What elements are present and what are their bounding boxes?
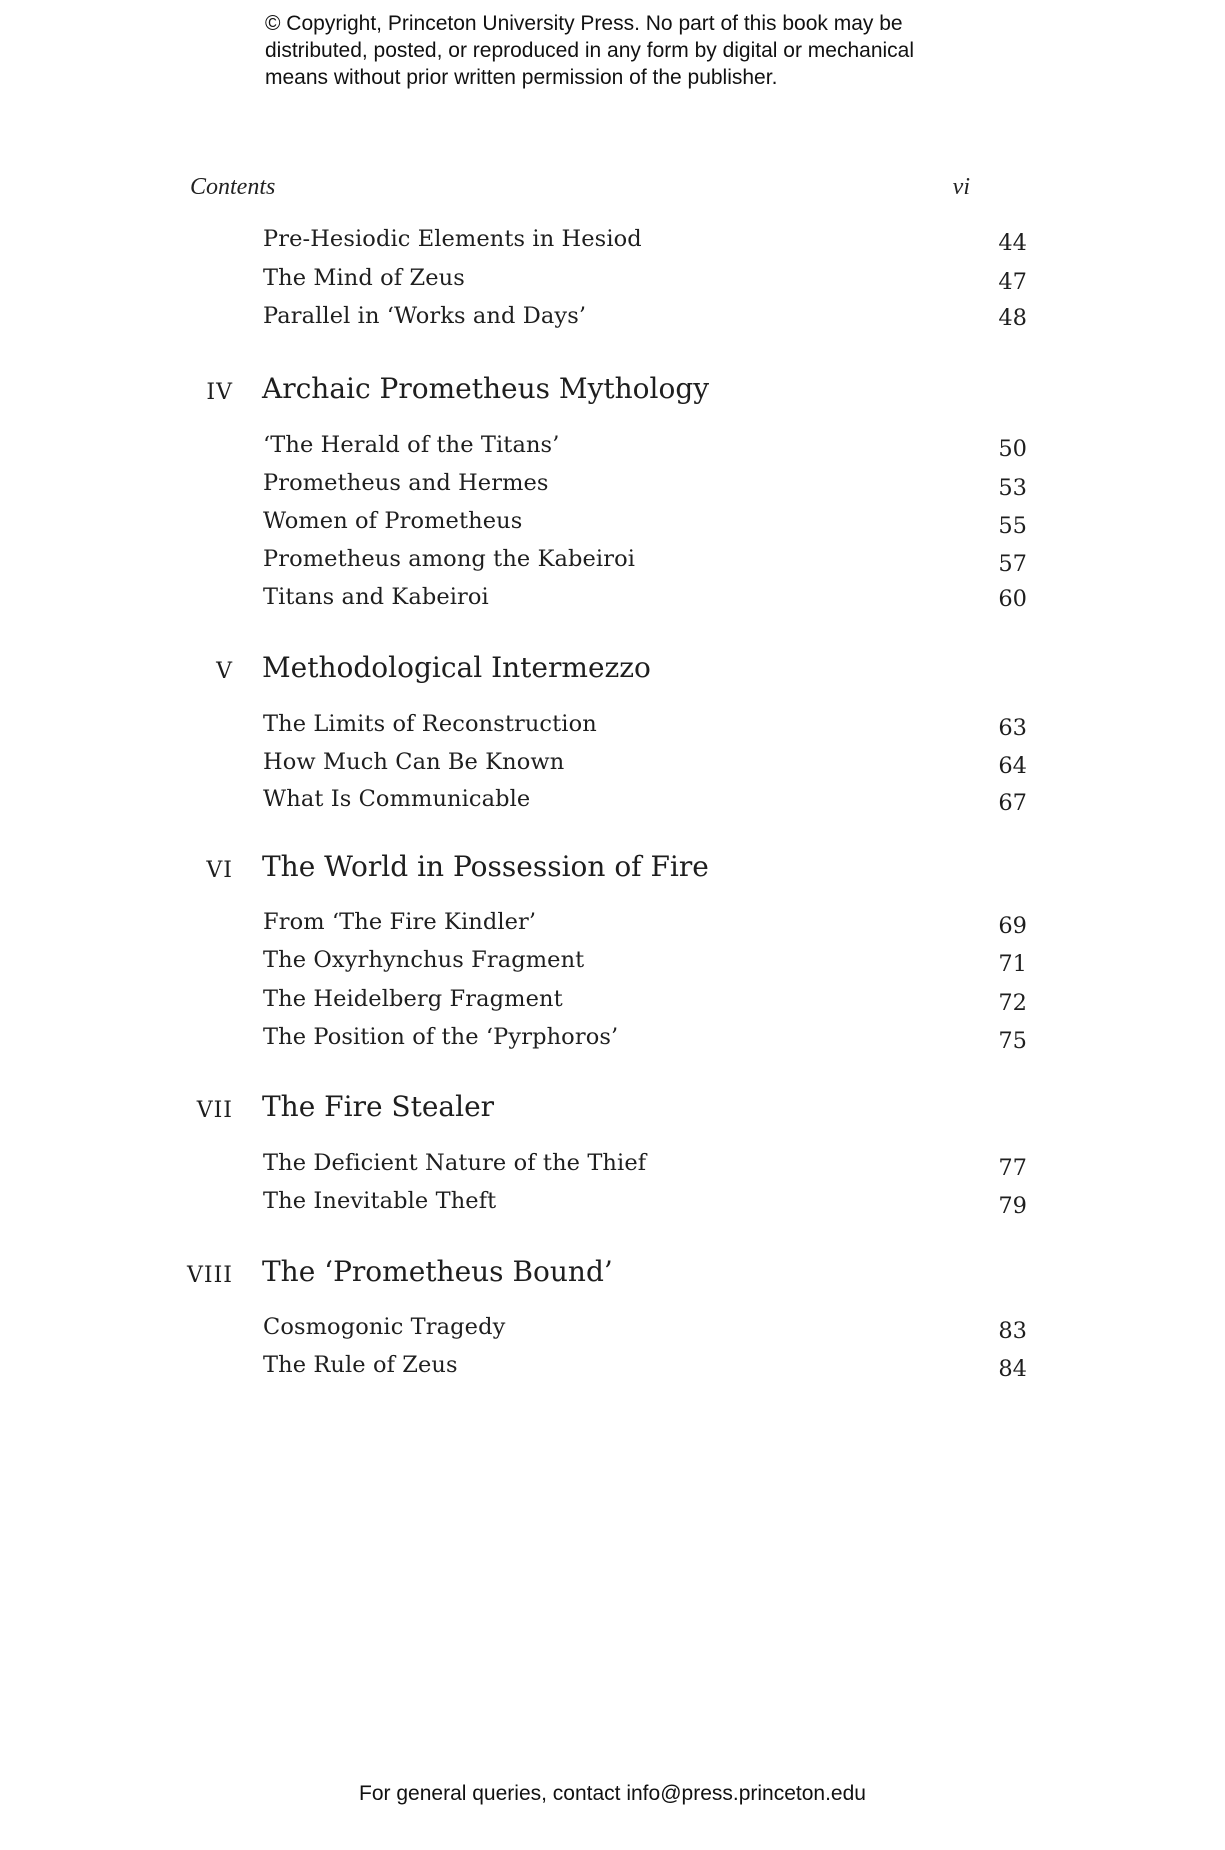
- toc-entry-page: 77: [998, 1155, 1027, 1181]
- toc-entry-page: 44: [998, 230, 1027, 256]
- toc-entry-page: 55: [998, 513, 1027, 539]
- chapter-title: Methodological Intermezzo: [262, 651, 651, 684]
- toc-entry-title: The Mind of Zeus: [263, 265, 465, 291]
- toc-entry-title: The Limits of Reconstruction: [263, 711, 597, 737]
- toc-entry-page: 69: [998, 913, 1027, 939]
- toc-entry-page: 47: [998, 269, 1027, 295]
- footer-contact: For general queries, contact info@press.princeton.edu: [359, 1782, 866, 1805]
- copyright-line: © Copyright, Princeton University Press. No part of this book may be: [265, 12, 903, 35]
- toc-entry-page: 63: [998, 715, 1027, 741]
- toc-entry-page: 71: [998, 951, 1027, 977]
- chapter-title: The ‘Prometheus Bound’: [262, 1255, 613, 1288]
- toc-entry-title: Women of Prometheus: [263, 508, 523, 534]
- toc-entry-page: 83: [998, 1318, 1027, 1344]
- copyright-line: means without prior written permission of the publisher.: [265, 66, 778, 89]
- toc-entry-title: Prometheus and Hermes: [263, 470, 549, 496]
- toc-entry-page: 53: [998, 475, 1027, 501]
- toc-entry-title: The Oxyrhynchus Fragment: [263, 947, 585, 973]
- toc-entry-page: 72: [998, 990, 1027, 1016]
- toc-entry-title: Cosmogonic Tragedy: [263, 1314, 506, 1340]
- running-head-title: Contents: [190, 174, 276, 200]
- toc-entry-title: From ‘The Fire Kindler’: [263, 909, 537, 935]
- running-head-page-number: vi: [952, 174, 970, 200]
- toc-entry-title: The Position of the ‘Pyrphoros’: [263, 1024, 619, 1050]
- toc-entry-page: 75: [998, 1028, 1027, 1054]
- toc-entry-title: The Rule of Zeus: [263, 1352, 458, 1378]
- toc-entry-page: 64: [998, 753, 1027, 779]
- copyright-line: distributed, posted, or reproduced in any form by digital or mechanical: [265, 39, 915, 62]
- chapter-title: The Fire Stealer: [262, 1090, 495, 1123]
- toc-entry-page: 67: [998, 790, 1027, 816]
- toc-entry-title: ‘The Herald of the Titans’: [263, 432, 560, 458]
- chapter-title: The World in Possession of Fire: [262, 850, 709, 883]
- chapter-number: VIII: [187, 1263, 233, 1288]
- chapter-number: V: [216, 659, 233, 684]
- toc-entry-title: Parallel in ‘Works and Days’: [263, 303, 587, 329]
- chapter-title: Archaic Prometheus Mythology: [262, 372, 710, 405]
- toc-entry-page: 50: [998, 436, 1027, 462]
- toc-entry-title: The Inevitable Theft: [263, 1188, 497, 1214]
- chapter-number: IV: [206, 380, 233, 405]
- toc-entry-page: 60: [998, 586, 1027, 612]
- chapter-number: VI: [206, 858, 233, 883]
- toc-entry-title: How Much Can Be Known: [263, 749, 565, 775]
- toc-entry-title: What Is Communicable: [263, 786, 531, 812]
- toc-entry-page: 79: [998, 1193, 1027, 1219]
- chapter-number: VII: [196, 1098, 233, 1123]
- toc-entry-page: 48: [998, 305, 1027, 331]
- toc-entry-page: 84: [998, 1356, 1027, 1382]
- toc-entry-title: Pre-Hesiodic Elements in Hesiod: [263, 226, 642, 252]
- toc-entry-title: Titans and Kabeiroi: [263, 584, 489, 610]
- toc-entry-title: The Deficient Nature of the Thief: [263, 1150, 647, 1176]
- toc-entry-title: The Heidelberg Fragment: [263, 986, 563, 1012]
- toc-entry-title: Prometheus among the Kabeiroi: [263, 546, 636, 572]
- toc-entry-page: 57: [998, 551, 1027, 577]
